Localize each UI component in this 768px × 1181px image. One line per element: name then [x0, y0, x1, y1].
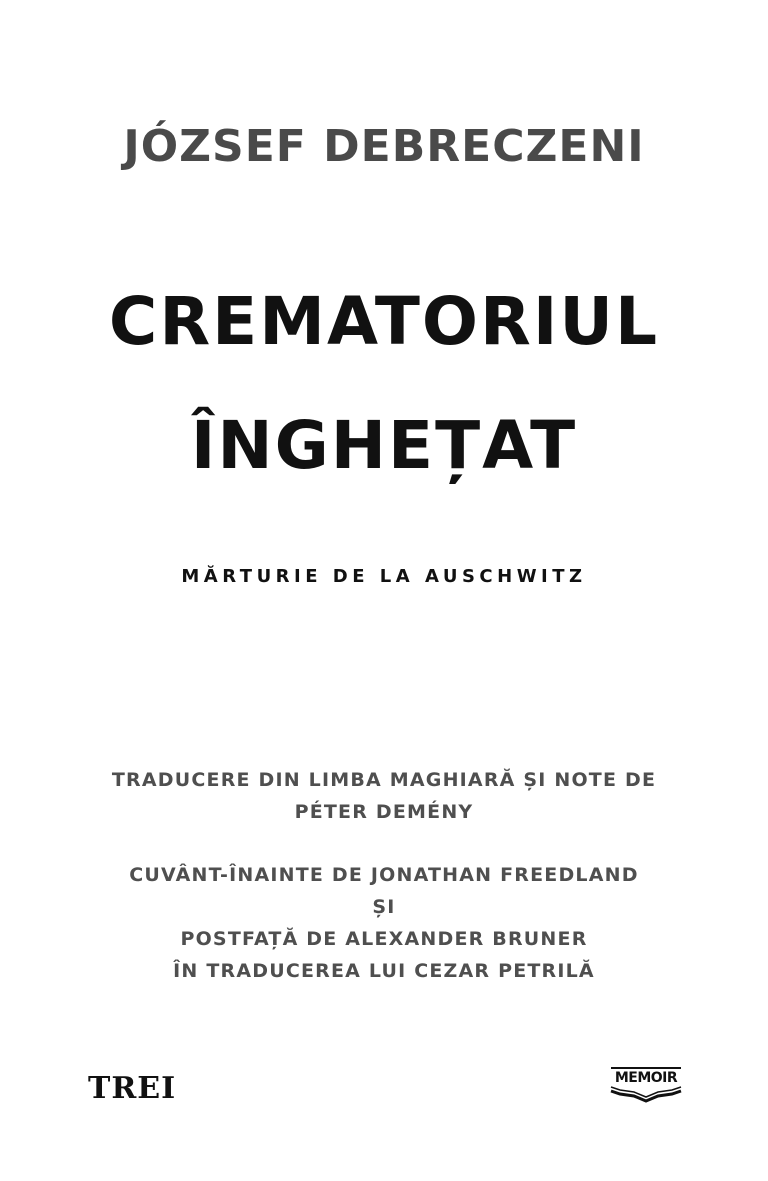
author-name: JÓZSEF DEBRECZENI [123, 121, 645, 172]
translation-credits [0, 764, 768, 828]
credit-line: PÉTER DEMÉNY [294, 801, 474, 823]
credit-line: ȘI [372, 896, 396, 918]
book-title-line-1: CREMATORIUL [108, 283, 660, 360]
credit-line: ÎN TRADUCEREA LUI CEZAR PETRILĂ [173, 960, 595, 982]
credit-line: TRADUCERE DIN LIMBA MAGHIARĂ ȘI NOTE DE [111, 769, 657, 791]
credit-line: CUVÂNT-ÎNAINTE DE JONATHAN FREEDLAND [129, 864, 639, 886]
book-subtitle: MĂRTURIE DE LA AUSCHWITZ [181, 566, 587, 587]
foreword-credits [0, 859, 768, 987]
memoir-imprint-logo [610, 1066, 682, 1104]
credit-line: POSTFAȚĂ DE ALEXANDER BRUNER [180, 928, 588, 950]
imprint-label: MEMOIR [614, 1070, 678, 1086]
publisher-logo: TREI [88, 1071, 177, 1106]
book-title-line-2: ÎNGHEȚAT [190, 407, 578, 484]
